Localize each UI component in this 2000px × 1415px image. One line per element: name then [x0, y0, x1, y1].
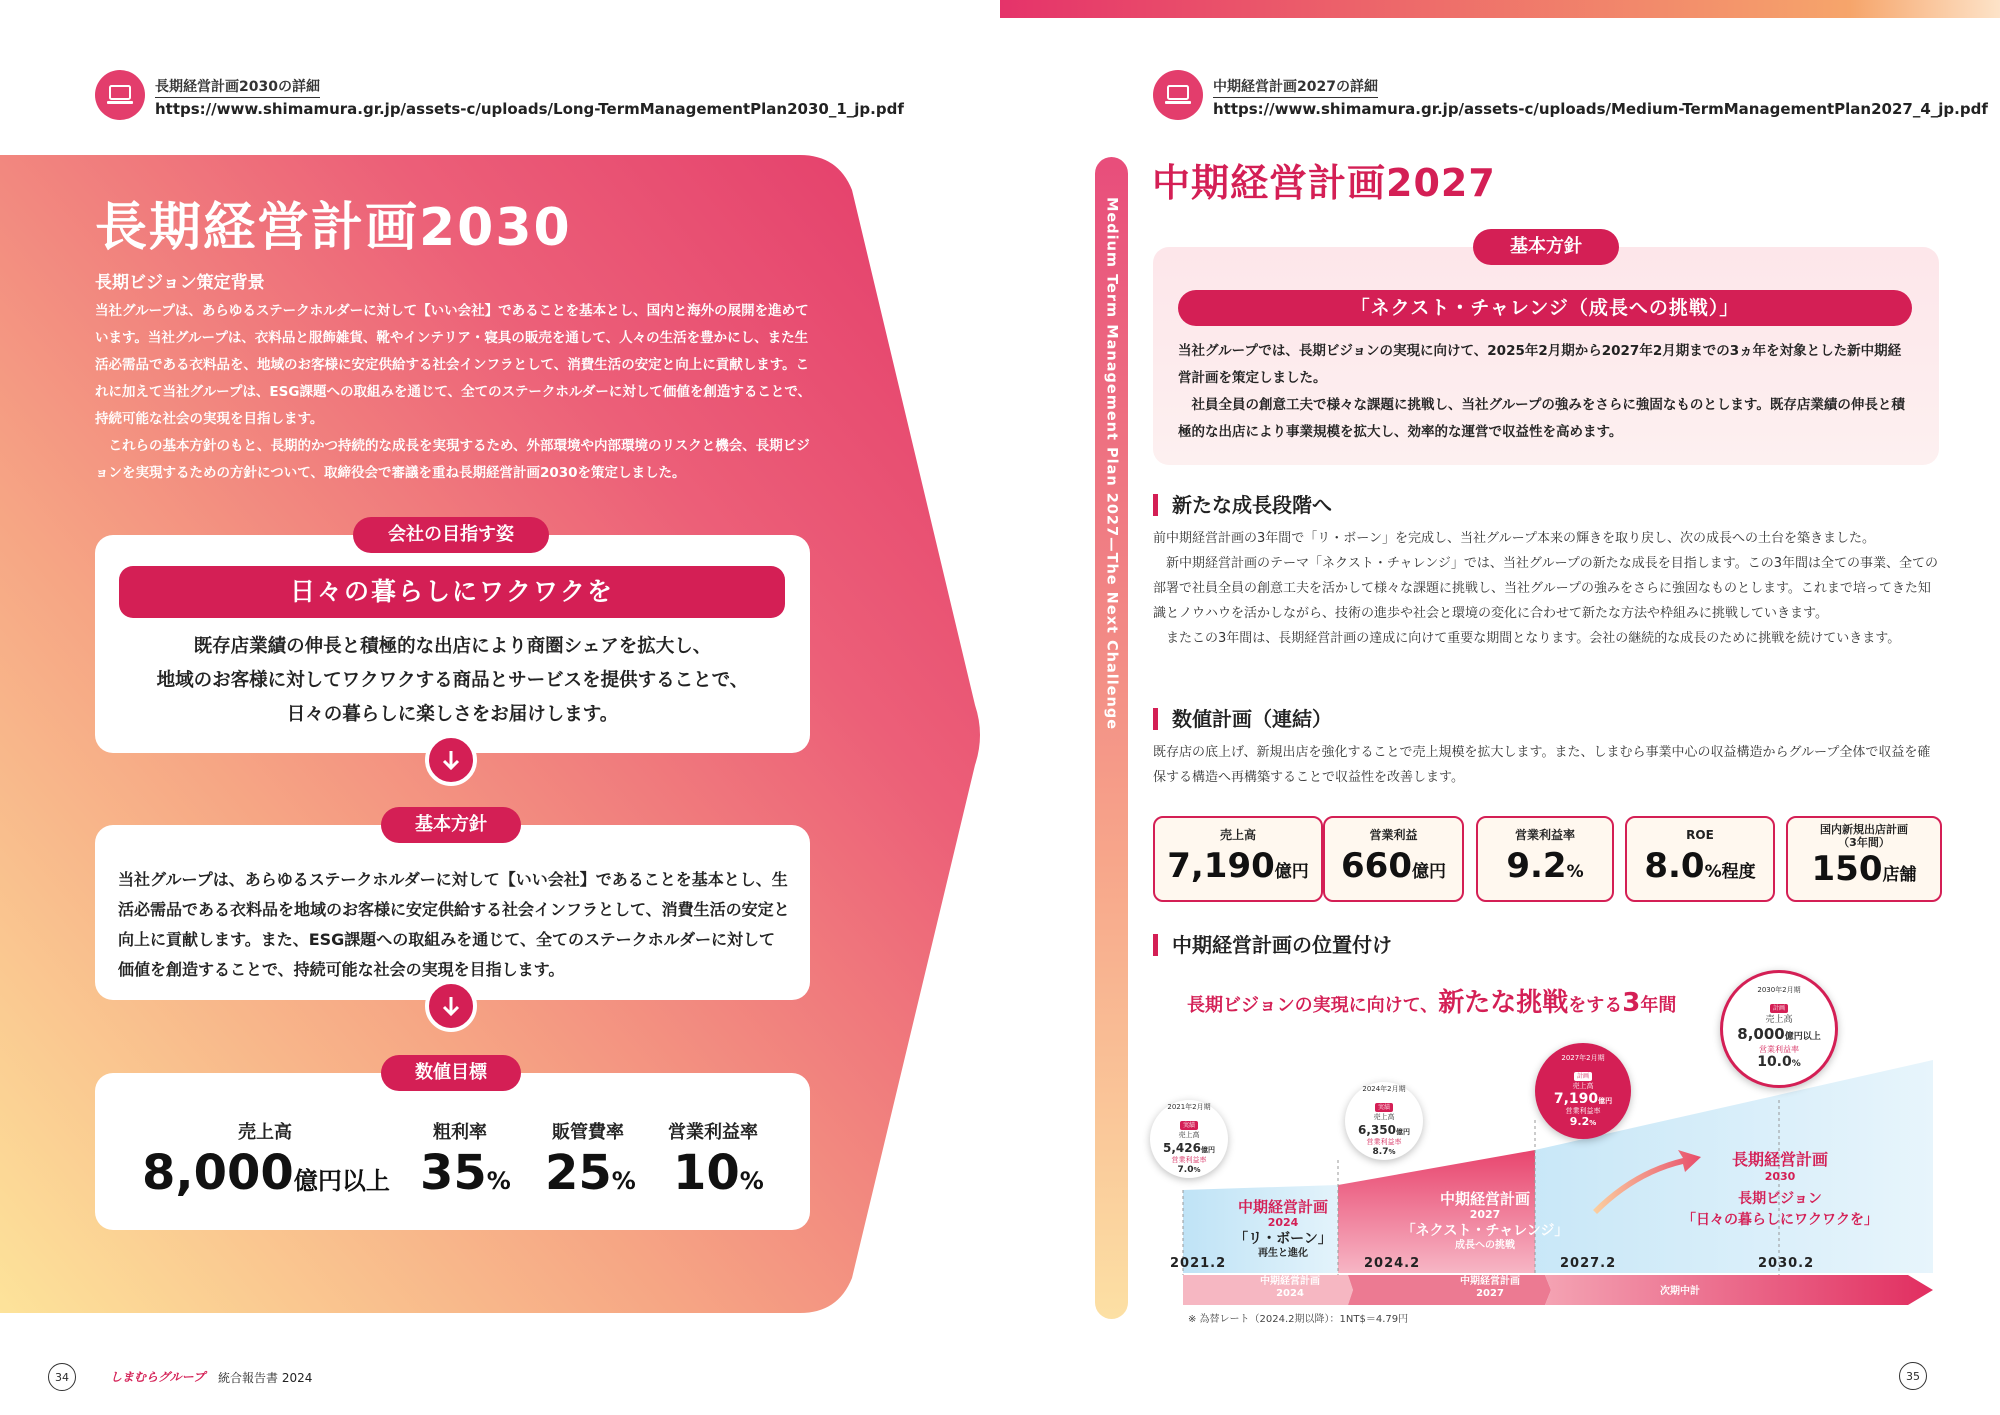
growth-paragraph-1: 前中期経営計画の3年間で「リ・ボーン」を完成し、当社グループ本来の輝きを取り戻し、次の成長への土台を築きました。	[1153, 531, 1875, 546]
timeline-year: 2030.2	[1758, 1256, 1815, 1271]
position-heading: 中期経営計画の位置付け	[1153, 934, 1392, 956]
target-value: 35%	[420, 1145, 511, 1201]
vision-line: 日々の暮らしに楽しさをお届けします。	[286, 704, 619, 725]
medium-policy-theme: 「ネクスト・チャレンジ（成長への挑戦）」	[1178, 290, 1912, 326]
target-value: 10%	[673, 1145, 764, 1201]
numbers-text: 既存店の底上げ、新規出店を強化することで売上規模を拡大します。また、しまむら事業中心の収益構造からグループ全体で収益を確保する構造へ再構築することで収益性を改善します。	[1153, 745, 1931, 785]
vision-headline: 日々の暮らしにワクワクを	[119, 566, 785, 618]
targets-label: 数値目標	[381, 1055, 521, 1091]
page-number: 34	[48, 1363, 76, 1391]
policy-text: 当社グループは、あらゆるステークホルダーに対して【いい会社】であることを基本とし、生活必需品である衣料品を地域のお客様に安定供給する社会インフラとして、消費生活の安定と向上に貢献します。また、ESG課題への取組みを通じて、全てのステークホルダーに対して価値を創造することで、持続可能な社会の実現を目指します。	[118, 870, 790, 979]
target-label: 販管費率	[552, 1122, 624, 1143]
long-plan-background-text	[95, 298, 813, 487]
phase-label: 長期経営計画 2030 長期ビジョン 「日々の暮らしにワクワクを」	[1682, 1150, 1878, 1228]
background-paragraph-2: これらの基本方針のもと、長期的かつ持続的な成長を実現するため、外部環境や内部環境のリスクと機会、長期ビジョンを実現するための方針について、取締役会で審議を重ね長期経営計画2030を策定しました。	[95, 438, 810, 481]
brand-logo: しまむらグループ	[110, 1370, 206, 1384]
exchange-rate-note: ※ 為替レート（2024.2期以降）：1NT$＝4.79円	[1188, 1314, 1409, 1325]
phase-label: 中期経営計画 2027 「ネクスト・チャレンジ」 成長への挑戦	[1401, 1190, 1569, 1251]
long-plan-link-title: 長期経営計画2030の詳細	[155, 76, 320, 98]
report-name: 統合報告書 2024	[218, 1371, 313, 1385]
arrow-down-icon	[425, 980, 477, 1032]
figure-value: 9.2%	[1506, 846, 1584, 886]
vision-line: 地域のお客様に対してワクワクする商品とサービスを提供することで、	[156, 670, 749, 691]
medium-policy-text	[1178, 338, 1914, 446]
numbers-heading: 数値計画（連結）	[1153, 708, 1332, 730]
figure-value: 150店舗	[1811, 849, 1917, 889]
band-label: 次期中計	[1660, 1286, 1700, 1297]
top-accent-bar	[1000, 0, 2000, 18]
figure-value: 660億円	[1341, 846, 1446, 886]
long-plan-link-url[interactable]: https://www.shimamura.gr.jp/assets-c/uploads/Long-TermManagementPlan2030_1_jp.pdf	[155, 100, 904, 118]
computer-icon	[95, 70, 145, 120]
figure-label: 営業利益	[1369, 828, 1418, 842]
medium-plan-link-url[interactable]: https://www.shimamura.gr.jp/assets-c/uploads/Medium-TermManagementPlan2027_4_jp.pdf	[1213, 100, 1988, 118]
growth-paragraph-3: またこの3年間は、長期経営計画の達成に向けて重要な期間となります。会社の継続的な成長のために挑戦を続けていきます。	[1166, 631, 1901, 646]
long-plan-background-heading: 長期ビジョン策定背景	[95, 273, 265, 293]
page-number: 35	[1899, 1362, 1927, 1390]
policy-label: 基本方針	[381, 807, 521, 843]
timeline-year: 2021.2	[1170, 1256, 1227, 1271]
plan-figure-box	[1323, 816, 1464, 902]
computer-icon	[1153, 70, 1203, 120]
result-bubble: 2021年2月期 実績 売上高 5,426億円 営業利益率 7.0%	[1150, 1100, 1228, 1178]
timeline-year: 2027.2	[1560, 1256, 1617, 1271]
target-label: 売上高	[238, 1122, 292, 1143]
figure-value: 7,190億円	[1167, 846, 1309, 886]
plan-figure-box	[1786, 816, 1942, 902]
target-label: 営業利益率	[668, 1122, 758, 1143]
long-plan-title: 長期経営計画2030	[95, 198, 572, 258]
figure-value: 8.0%程度	[1644, 846, 1756, 886]
medium-plan-link-title: 中期経営計画2027の詳細	[1213, 76, 1378, 98]
timeline-year: 2024.2	[1364, 1256, 1421, 1271]
band-label: 中期経営計画 2027	[1460, 1276, 1520, 1299]
figure-label: 売上高	[1219, 828, 1256, 842]
band-label: 中期経営計画 2024	[1260, 1276, 1320, 1299]
vision-text	[95, 630, 810, 732]
phase-label: 中期経営計画 2024 「リ・ボーン」 再生と進化	[1234, 1198, 1332, 1259]
plan-bubble: 2027年2月期 計画 売上高 7,190億円 営業利益率 9.2%	[1535, 1043, 1631, 1139]
figure-label: ROE	[1686, 828, 1714, 842]
plan-figure-box	[1476, 816, 1614, 902]
plan-bubble: 2030年2月期 計画 売上高 8,000億円以上 営業利益率 10.0%	[1720, 970, 1838, 1088]
target-value: 8,000億円以上	[142, 1145, 390, 1201]
vision-label: 会社の目指す姿	[353, 517, 549, 553]
policy-paragraph-1: 当社グループでは、長期ビジョンの実現に向けて、2025年2月期から2027年2月期までの3ヵ年を対象とした新中期経営計画を策定しました。	[1178, 343, 1902, 386]
plan-figure-box	[1153, 816, 1323, 902]
background-paragraph-1: 当社グループは、あらゆるステークホルダーに対して【いい会社】であることを基本とし、国内と海外の展開を進めています。当社グループは、衣料品と服飾雑貨、靴やインテリア・寝具の販売を通して、人々の生活を豊かにし、また生活必需品である衣料品を、地域のお客様に安定供給する社会インフラとして、消費生活の安定と向上に貢献します。これに加えて当社グループは、ESG課題への取組みを通じて、全てのステークホルダーに対して価値を創造することで、持続可能な社会の実現を目指します。	[95, 303, 812, 427]
target-label: 粗利率	[433, 1122, 487, 1143]
arrow-down-icon	[425, 734, 477, 786]
growth-paragraph-2: 新中期経営計画のテーマ「ネクスト・チャレンジ」では、当社グループの新たな成長を目指します。この3年間は全ての事業、全ての部署で社員全員の創意工夫を活かして様々な課題に挑戦し、当社グループの強みをさらに強固なものとします。これまで培ってきた知識とノウハウを活かしながら、技術の進歩や社会と環境の変化に合わせて新たな方法や枠組みに挑戦していきます。	[1153, 556, 1939, 621]
growth-heading: 新たな成長段階へ	[1153, 494, 1332, 516]
growth-text	[1153, 526, 1941, 651]
vertical-side-text: Medium Term Management Plan 2027—The Next Challenge	[1103, 197, 1120, 731]
plan-figure-box	[1625, 816, 1775, 902]
target-value: 25%	[545, 1145, 636, 1201]
vision-line: 既存店業績の伸長と積極的な出店により商圏シェアを拡大し、	[193, 636, 712, 657]
result-bubble: 2024年2月期 実績 売上高 6,350億円 営業利益率 8.7%	[1345, 1082, 1423, 1160]
medium-policy-label: 基本方針	[1473, 229, 1619, 265]
medium-plan-title: 中期経営計画2027	[1152, 161, 1496, 205]
figure-label: 国内新規出店計画 （3年間）	[1820, 823, 1908, 849]
position-catchphrase: 長期ビジョンの実現に向けて、新たな挑戦をする3年間	[1187, 988, 1677, 1018]
policy-paragraph-2: 社員全員の創意工夫で様々な課題に挑戦し、当社グループの強みをさらに強固なものとします。既存店業績の伸長と積極的な出店により事業規模を拡大し、効率的な運営で収益性を高めます。	[1178, 397, 1905, 440]
figure-label: 営業利益率	[1514, 828, 1575, 842]
